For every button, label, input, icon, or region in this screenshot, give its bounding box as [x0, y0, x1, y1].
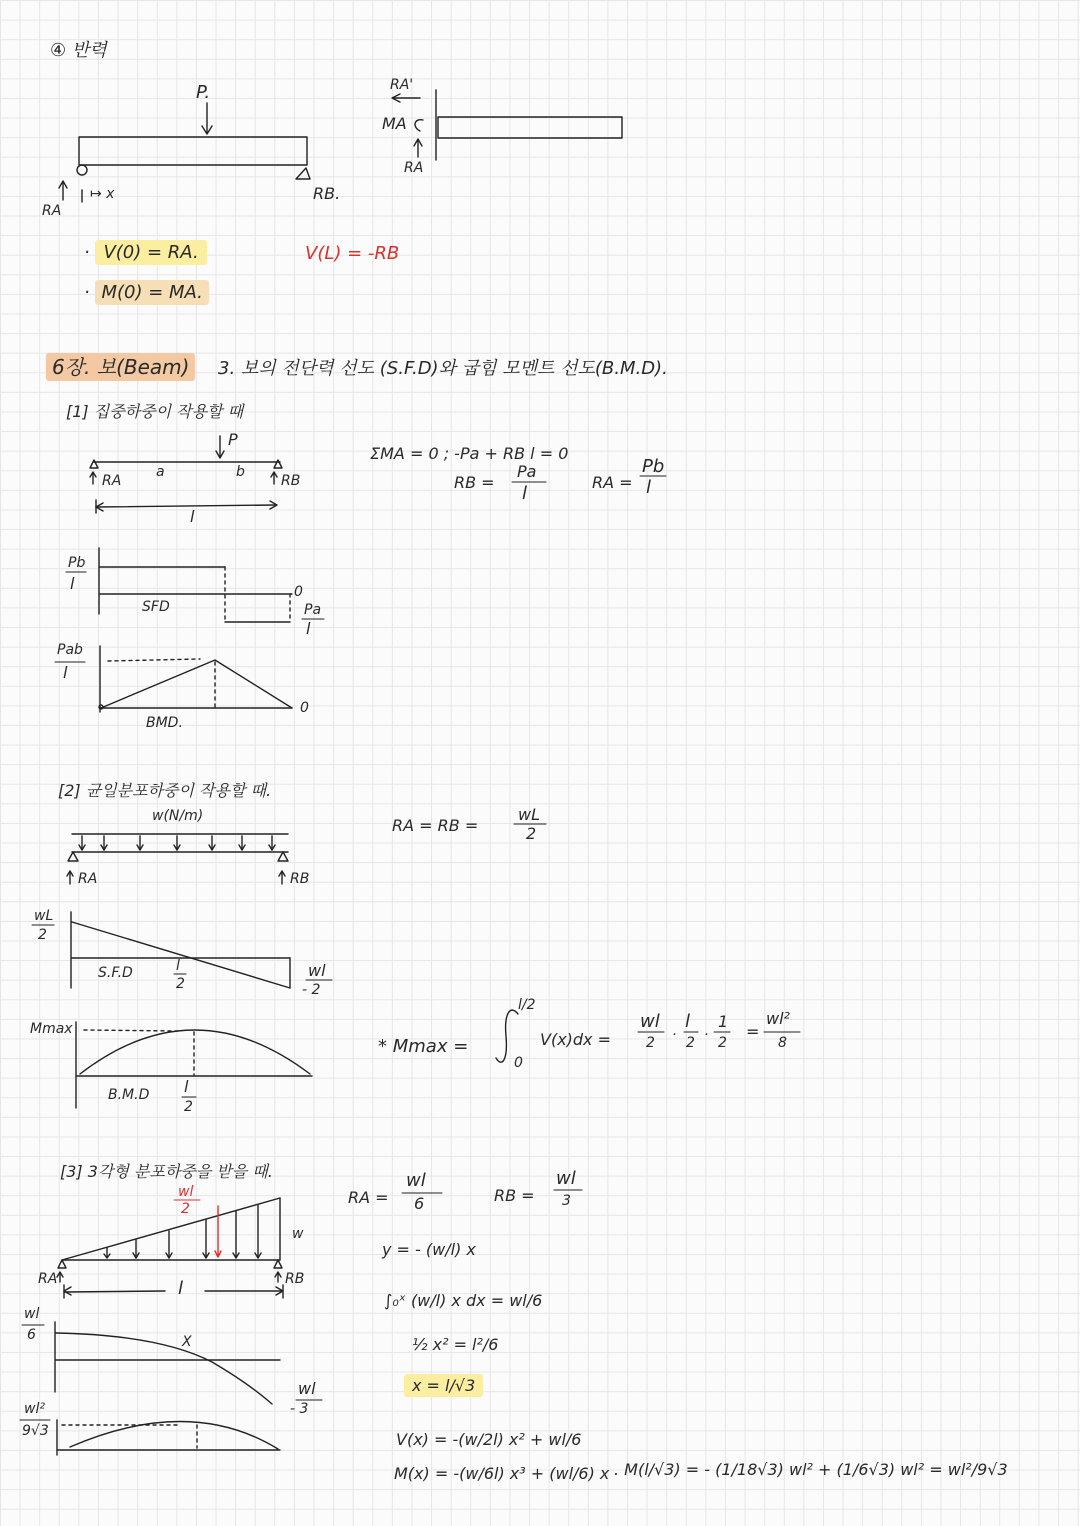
roller-support [296, 168, 310, 179]
case3-l: l [178, 1278, 184, 1299]
case1-eq-ra-lhs: RA = [592, 473, 633, 492]
cantilever-moment-arrow [415, 120, 423, 131]
case3-eq-ra-den: 6 [414, 1194, 425, 1213]
case2-sfd-mid-den: 2 [176, 976, 185, 992]
case2-eq-int-lower: 0 [514, 1055, 523, 1071]
case3-resultant-den: 2 [181, 1201, 190, 1217]
case1-eq-rb-lhs: RB = [454, 473, 495, 492]
case3-eq-integral: ∫₀ˣ (w/l) x dx = wl/6 [384, 1291, 543, 1310]
ra-label: RA [42, 203, 62, 219]
case3-sfd-curve [56, 1333, 272, 1404]
case1-sfd-label: SFD [142, 599, 170, 615]
case1-a: a [156, 464, 165, 480]
case1-load-p: P [228, 430, 238, 449]
case2-eq-f1-num: wl [640, 1011, 660, 1032]
case3-eq-m: M(x) = -(w/6l) x³ + (wl/6) x [394, 1464, 610, 1483]
load-p-label: P. [196, 82, 211, 103]
case2-eq-f2-den: 2 [686, 1035, 695, 1051]
case3-bmd-den: 9√3 [22, 1423, 49, 1439]
chapter-label: 6장. 보(Beam) [46, 357, 195, 377]
case1-eq-rb-num: Pa [517, 462, 537, 481]
case2-eq-react-num: wL [518, 805, 540, 824]
case2-eq-int-body: V(x)dx = [540, 1030, 612, 1049]
simple-beam [79, 137, 307, 165]
case2-bmd-parabola [80, 1030, 310, 1074]
case3-eq-m-value: . M(l/√3) = - (1/18√3) wl² + (1/6√3) wl² = wl²/9√3 [614, 1460, 1008, 1479]
cantilever-ma-label: MA [382, 114, 407, 133]
case2-eq-dot1: · [672, 1027, 677, 1043]
case3-heading: [3] 3각형 분포하중을 받을 때. [60, 1162, 273, 1181]
case2-eq-result-num: wl² [766, 1009, 790, 1028]
case1-eq-rb-den: l [522, 483, 528, 504]
case2-mmax-label: Mmax [30, 1021, 73, 1037]
case3-sfd-neg-den: - 3 [290, 1401, 309, 1417]
case3-resultant-num: wl [178, 1184, 194, 1200]
case2-sfd-pos-den: 2 [38, 927, 47, 943]
case1-bmd-zero: 0 [300, 700, 309, 716]
case3-sfd-neg-num: wl [298, 1379, 316, 1398]
case3-eq-ra-num: wl [406, 1170, 426, 1191]
case3-eq-x: x = l/√3 [404, 1378, 483, 1394]
case2-w-label: w(N/m) [152, 808, 204, 824]
case3-eq-rb-lhs: RB = [494, 1186, 535, 1205]
case2-eq-int-upper: l/2 [518, 997, 536, 1013]
case2-heading: [2] 균일분포하중이 작용할 때. [58, 781, 272, 800]
case1-bmd-den: l [63, 663, 68, 682]
cantilever-ra-v-label: RA [404, 160, 424, 176]
case1-bmd-triangle [101, 660, 292, 708]
case1-sfd-pos-den: l [70, 574, 75, 593]
case1-rb: RB [281, 473, 301, 489]
case3-eq-v: V(x) = -(w/2l) x² + wl/6 [396, 1430, 582, 1449]
case3-ra: RA [38, 1271, 58, 1287]
case2-eq-f3-den: 2 [718, 1035, 727, 1051]
case2-sfd-mid-num: l [176, 958, 180, 974]
case1-span [96, 505, 276, 507]
vl-equation: V(L) = -RB [305, 243, 400, 264]
case3-eq-half: ½ x² = l²/6 [412, 1335, 499, 1354]
case2-eq-mmax-lhs: * Mmax = [378, 1036, 469, 1057]
case2-bmd-label: B.M.D [108, 1087, 150, 1103]
case1-ra: RA [102, 473, 122, 489]
case2-eq-f3-num: 1 [718, 1012, 729, 1031]
cantilever-beam [438, 117, 622, 138]
case2-sfd-neg-num: wl [308, 961, 326, 980]
case1-sfd-neg-num: Pa [304, 602, 322, 618]
case2-eq-react: RA = RB = [392, 816, 479, 835]
m0-equation: · M(0) = MA. [84, 284, 209, 302]
case2-eq-equals: = [746, 1022, 760, 1041]
case1-b: b [236, 464, 245, 480]
case3-rb: RB [285, 1271, 305, 1287]
x-axis-label: ↦ x [90, 186, 115, 202]
case1-sfd-pos-num: Pb [68, 555, 86, 571]
reaction-section-title: ④ 반력 [50, 40, 107, 61]
case1-eq-ra-num: Pb [642, 456, 665, 477]
case3-load-slope [62, 1198, 280, 1260]
case1-heading: [1] 집중하중이 작용할 때 [66, 402, 244, 421]
case3-eq-rb-den: 3 [562, 1193, 571, 1209]
case3-x-mark: X [182, 1334, 192, 1350]
case2-bmd-mid-den: 2 [184, 1099, 193, 1115]
cantilever-ra-h-label: RA' [390, 77, 414, 93]
case1-eq-ra-den: l [646, 477, 652, 498]
case2-eq-f1-den: 2 [646, 1035, 655, 1051]
rb-label: RB. [313, 184, 341, 203]
case3-bmd-num: wl² [24, 1401, 45, 1417]
case2-sfd-pos-num: wL [34, 908, 54, 924]
case1-eq-sum: ΣMA = 0 ; -Pa + RB l = 0 [370, 444, 569, 463]
case2-rb: RB [290, 871, 310, 887]
case3-eq-ra-lhs: RA = [348, 1188, 389, 1207]
case1-l: l [190, 507, 195, 526]
case2-sfd-neg-den: - 2 [302, 982, 321, 998]
case2-eq-react-den: 2 [526, 824, 537, 843]
case3-eq-y: y = - (w/l) x [382, 1240, 476, 1259]
case1-sfd-zero: 0 [294, 584, 303, 600]
case3-eq-rb-num: wl [556, 1168, 576, 1189]
case3-w-label: w [292, 1226, 304, 1242]
case2-bmd-mid-num: l [184, 1077, 189, 1096]
case1-bmd-num: Pab [57, 642, 83, 658]
case2-load-arrows [79, 836, 275, 850]
case3-sfd-pos-num: wl [24, 1306, 40, 1322]
case1-sfd-neg-den: l [306, 619, 311, 638]
case2-eq-f2-num: l [685, 1011, 691, 1032]
pin-support [77, 165, 87, 175]
chapter-title: 3. 보의 전단력 선도 (S.F.D)와 굽힘 모멘트 선도(B.M.D). [218, 358, 668, 379]
case3-sfd-pos-den: 6 [27, 1327, 36, 1343]
case2-eq-result-den: 8 [778, 1035, 787, 1051]
case2-ra: RA [78, 871, 98, 887]
v0-equation: · V(0) = RA. [84, 244, 207, 262]
case2-eq-dot2: · [704, 1027, 709, 1043]
case1-bmd-label: BMD. [146, 715, 183, 731]
case2-sfd-label: S.F.D [98, 965, 133, 981]
